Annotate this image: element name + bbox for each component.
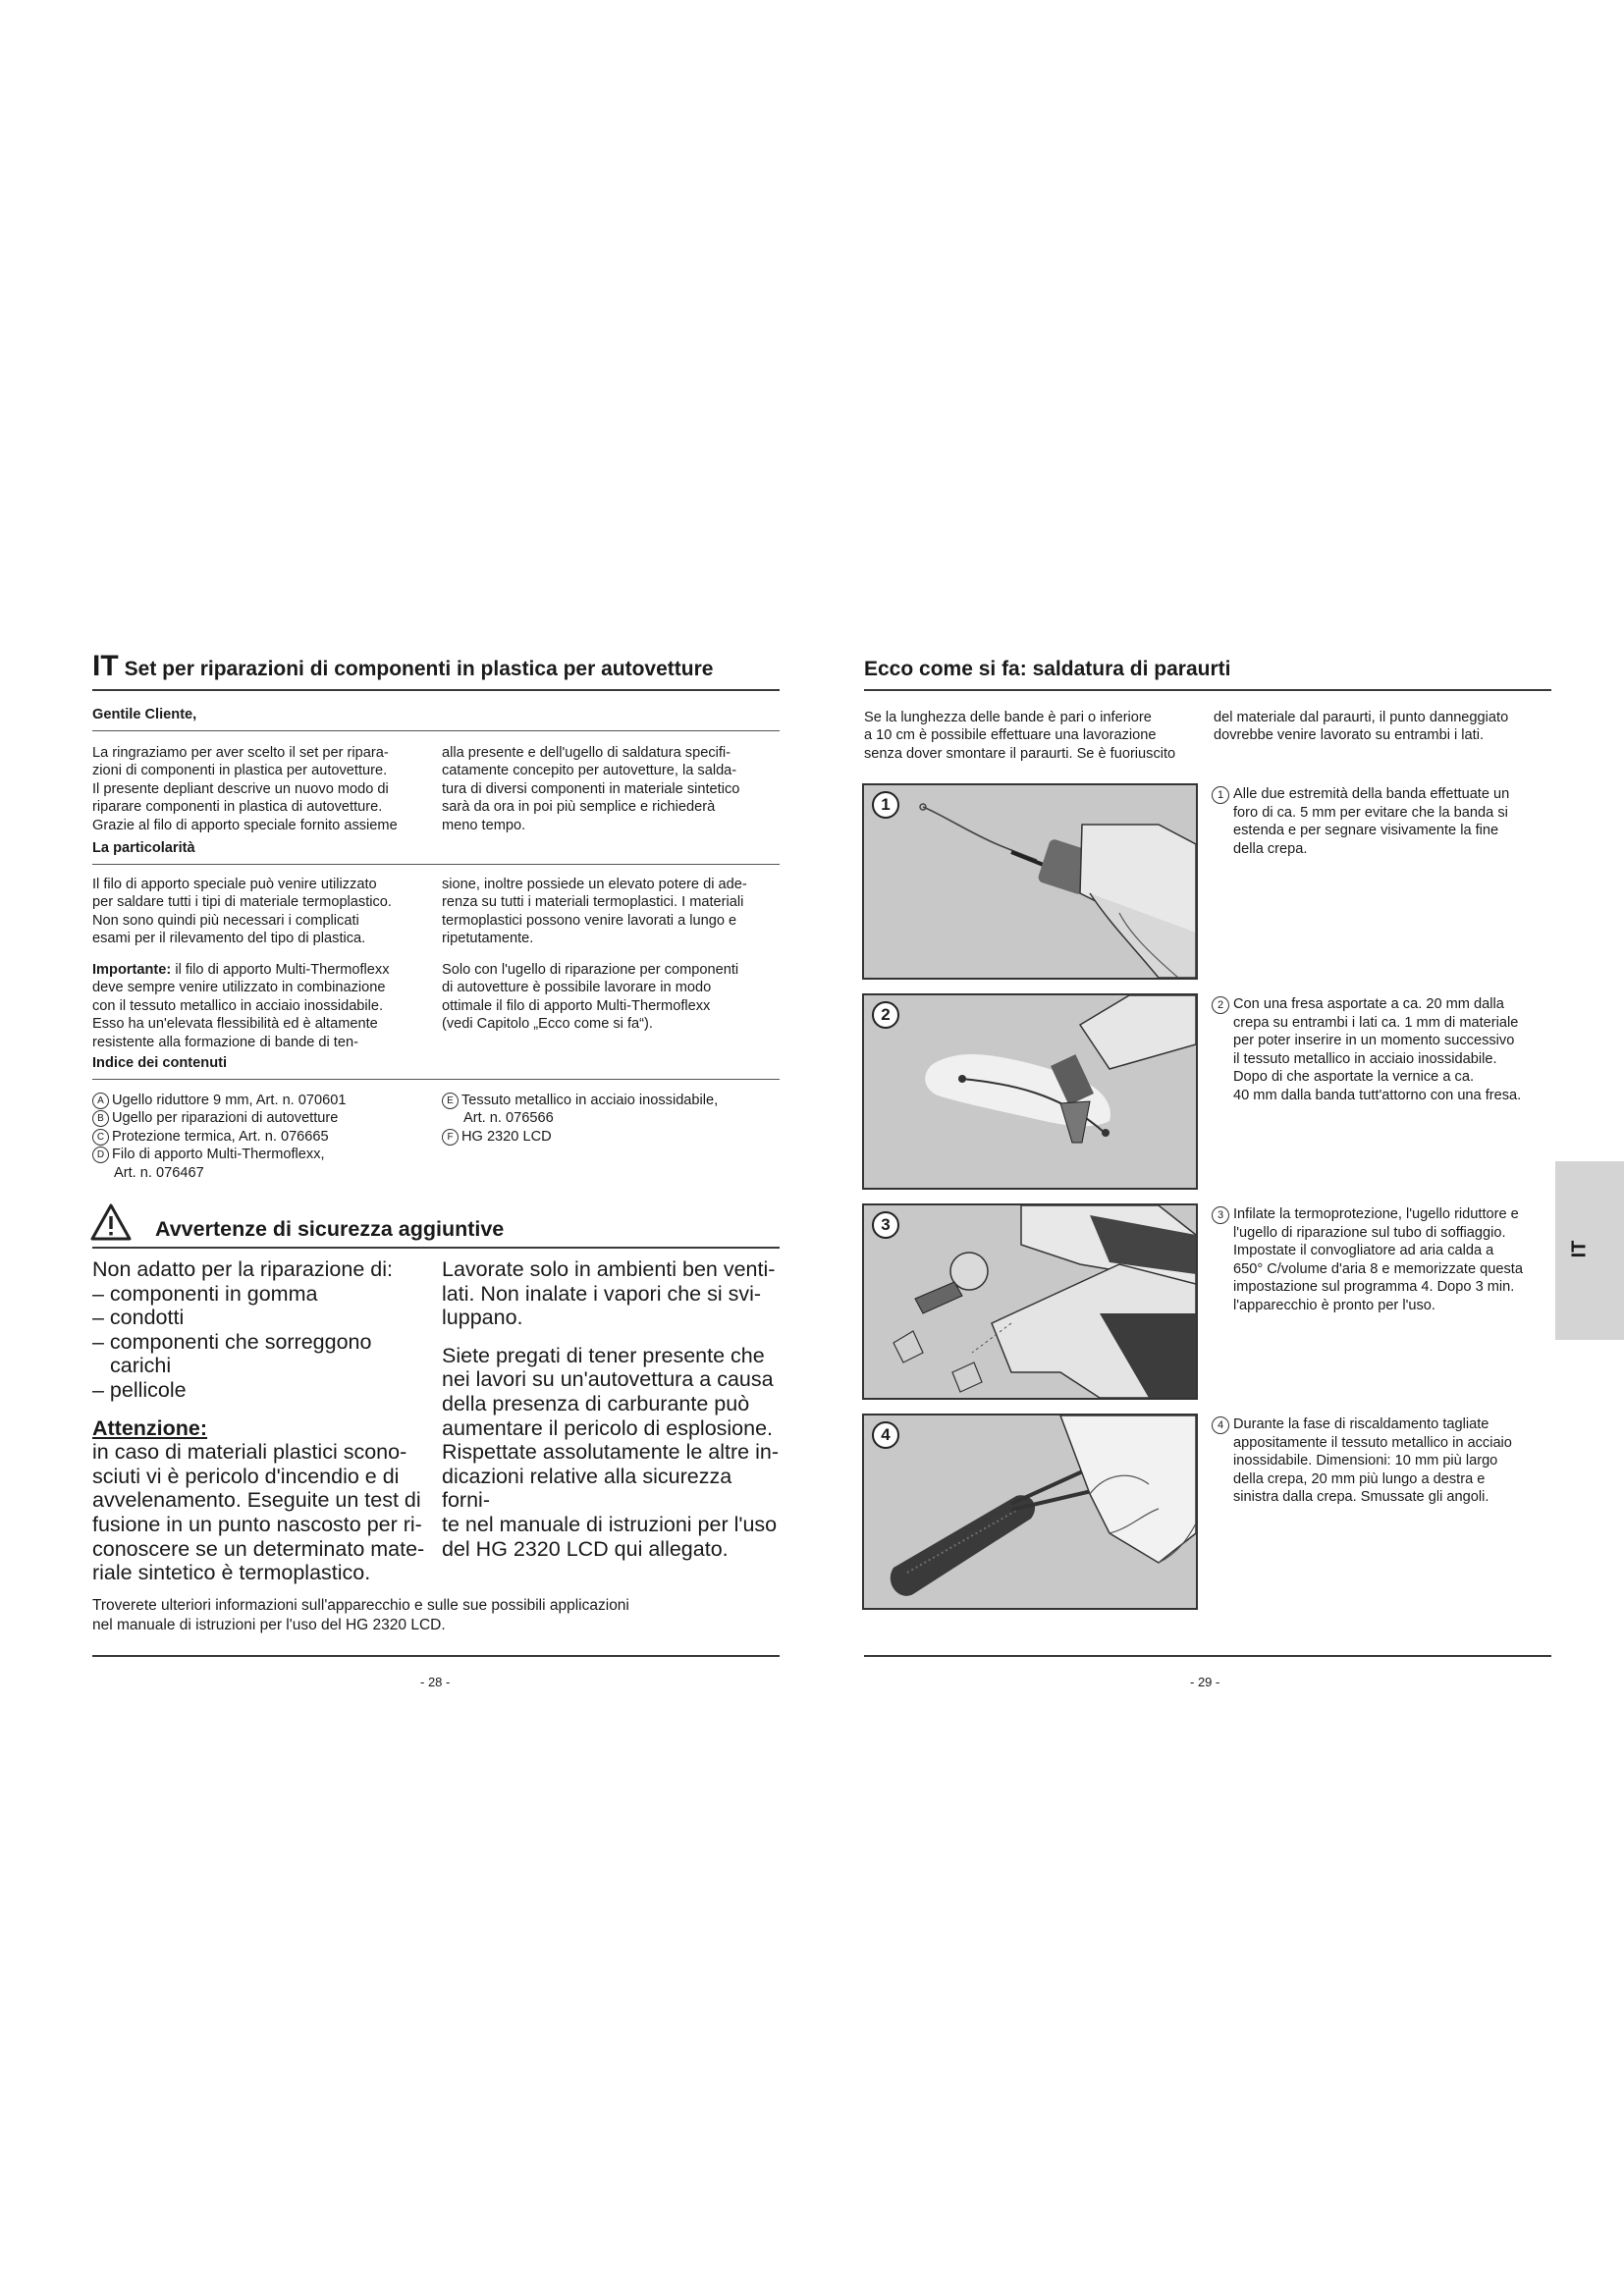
list-item: D Filo di apporto Multi-Thermoflexx, bbox=[92, 1146, 431, 1163]
divider bbox=[92, 1079, 780, 1080]
intro-column-left: La ringraziamo per aver scelto il set per ripara- zioni di componenti in plastica per autovetture. Il presente depliant descrive un nuovo modo di riparare componenti in plastica di autovetture. Grazie al filo di apporto speciale fornito assieme bbox=[92, 745, 398, 833]
page-number-right: - 29 - bbox=[1190, 1675, 1220, 1689]
safety-heading: Avvertenze di sicurezza aggiuntive bbox=[155, 1217, 505, 1241]
list-item: C Protezione termica, Art. n. 076665 bbox=[92, 1128, 431, 1146]
list-item: E Tessuto metallico in acciaio inossidabile, bbox=[442, 1092, 781, 1109]
divider bbox=[92, 1247, 780, 1249]
figure-1-drill bbox=[862, 783, 1198, 980]
contents-heading: Indice dei contenuti bbox=[92, 1055, 228, 1071]
page-number-left: - 28 - bbox=[420, 1675, 451, 1689]
figure-number: 2 bbox=[872, 1001, 899, 1029]
right-page-title: Ecco come si fa: saldatura di paraurti bbox=[864, 658, 1231, 680]
divider bbox=[92, 689, 780, 691]
important-label: Importante: bbox=[92, 962, 172, 978]
list-item: B Ugello per riparazioni di autovetture bbox=[92, 1109, 431, 1127]
divider bbox=[864, 689, 1551, 691]
important-column-left: Importante: il filo di apporto Multi-Thermoflexx deve sempre venire utilizzato in combinazione con il tessuto metallico in acciaio inossidabile. Esso ha un'elevata flessibilità ed è altamente resistente alla formazione di bande di ten- bbox=[92, 962, 390, 1050]
feature-column-left: Il filo di apporto speciale può venire utilizzato per saldare tutti i tipi di materiale termoplastico. Non sono quindi più necessari i complicati esami per il rilevamento del tipo di plastica. bbox=[92, 877, 392, 947]
divider bbox=[92, 1655, 780, 1657]
step-3-text: 3 Infilate la termoprotezione, l'ugello riduttore e l'ugello di riparazione sul tubo di soffiaggio. Impostate il convogliatore ad aria calda a 650° C/volume d'aria 8 e memorizzate questa impostazione sul programma 4. Dopo 3 min. l'apparecchio è pronto per l'uso. bbox=[1212, 1205, 1555, 1314]
drill-illustration bbox=[864, 785, 1196, 978]
step-1-text: 1 Alle due estremità della banda effettuate un foro di ca. 5 mm per evitare che la banda si estenda e per segnare visivamente la fine della crepa. bbox=[1212, 785, 1555, 858]
cutting-illustration bbox=[864, 1415, 1196, 1608]
figure-3-nozzles bbox=[862, 1203, 1198, 1400]
language-side-tab: IT bbox=[1555, 1161, 1624, 1340]
greeting-heading: Gentile Cliente, bbox=[92, 707, 197, 722]
feature-column-right: sione, inoltre possiede un elevato potere di ade- renza su tutti i materiali termoplastici. I materiali termoplastici possono venire lavorati a lungo e ripetutamente. bbox=[442, 877, 747, 947]
step-2-text: 2 Con una fresa asportate a ca. 20 mm dalla crepa su entrambi i lati ca. 1 mm di materiale per poter inserire in un momento successivo il tessuto metallico in acciaio inossidabile. Dopo di che asportate la vernice a ca. 40 mm dalla banda tutt'attorno con una fresa. bbox=[1212, 995, 1555, 1104]
feature-heading: La particolarità bbox=[92, 840, 195, 856]
list-item: F HG 2320 LCD bbox=[442, 1128, 781, 1146]
right-intro-left: Se la lunghezza delle bande è pari o inferiore a 10 cm è possibile effettuare una lavorazione senza dover smontare il paraurti. Se è fuoriuscito bbox=[864, 710, 1176, 762]
figure-2-milling bbox=[862, 993, 1198, 1190]
intro-column-right: alla presente e dell'ugello di saldatura specifi- catamente concepito per autovetture, la salda- tura di diversi componenti in materiale sintetico sarà da ora in poi più semplice e richiederà meno tempo. bbox=[442, 745, 740, 833]
step-4-text: 4 Durante la fase di riscaldamento tagliate appositamente il tessuto metallico in acciaio inossidabile. Dimensioni: 10 mm più largo della crepa, 20 mm più lungo a destra e sinistra dalla crepa. Smussate gli angoli. bbox=[1212, 1415, 1555, 1507]
footer-note: Troverete ulteriori informazioni sull'apparecchio e sulle sue possibili applicazioni nel manuale di istruzioni per l'uso del HG 2320 LCD. bbox=[92, 1597, 629, 1633]
list-item: A Ugello riduttore 9 mm, Art. n. 070601 bbox=[92, 1092, 431, 1109]
nozzles-illustration bbox=[864, 1205, 1196, 1398]
figure-4-cutting bbox=[862, 1414, 1198, 1610]
contents-list-left: A Ugello riduttore 9 mm, Art. n. 070601 B Ugello per riparazioni di autovetture C Protezione termica, Art. n. 076665 D Filo di apporto Multi-Thermoflexx, Art. n. 076467 bbox=[92, 1092, 431, 1182]
warning-triangle-icon bbox=[90, 1203, 132, 1246]
safety-column-left: Non adatto per la riparazione di: – componenti in gomma – condotti – componenti che sorreggono carichi – pellicole Attenzione: in caso di materiali plastici scono- sciuti vi è pericolo d'incendio e di avvelenamento. Eseguite un test di fusione in un punto nascosto per ri- conoscere se un determinato mate- riale sintetico è termoplastico. bbox=[92, 1257, 425, 1585]
milling-illustration bbox=[864, 995, 1196, 1188]
language-code: IT bbox=[92, 650, 119, 682]
left-page-title: IT Set per riparazioni di componenti in plastica per autovetture bbox=[92, 650, 714, 682]
figure-number: 1 bbox=[872, 791, 899, 819]
divider bbox=[864, 1655, 1551, 1657]
figure-number: 4 bbox=[872, 1421, 899, 1449]
attention-label: Attenzione: bbox=[92, 1415, 208, 1440]
divider bbox=[92, 730, 780, 731]
right-intro-right: del materiale dal paraurti, il punto danneggiato dovrebbe venire lavorato su entrambi i lati. bbox=[1214, 710, 1509, 744]
contents-list-right: E Tessuto metallico in acciaio inossidabile, Art. n. 076566 F HG 2320 LCD bbox=[442, 1092, 781, 1146]
safety-column-right: Lavorate solo in ambienti ben venti- lati. Non inalate i vapori che si svi- luppano. Siete pregati di tener presente che nei lavori su un'autovettura a causa della presenza di carburante può aumentare il pericolo di esplosione. Rispettate assolutamente le altre in- dicazioni relative alla sicurezza forni- te nel manuale di istruzioni per l'uso del HG 2320 LCD qui allegato. bbox=[442, 1257, 779, 1561]
divider bbox=[92, 864, 780, 865]
important-column-right: Solo con l'ugello di riparazione per componenti di autovetture è possibile lavorare in modo ottimale il filo di apporto Multi-Thermoflexx (vedi Capitolo „Ecco come si fa“). bbox=[442, 962, 739, 1033]
figure-number: 3 bbox=[872, 1211, 899, 1239]
